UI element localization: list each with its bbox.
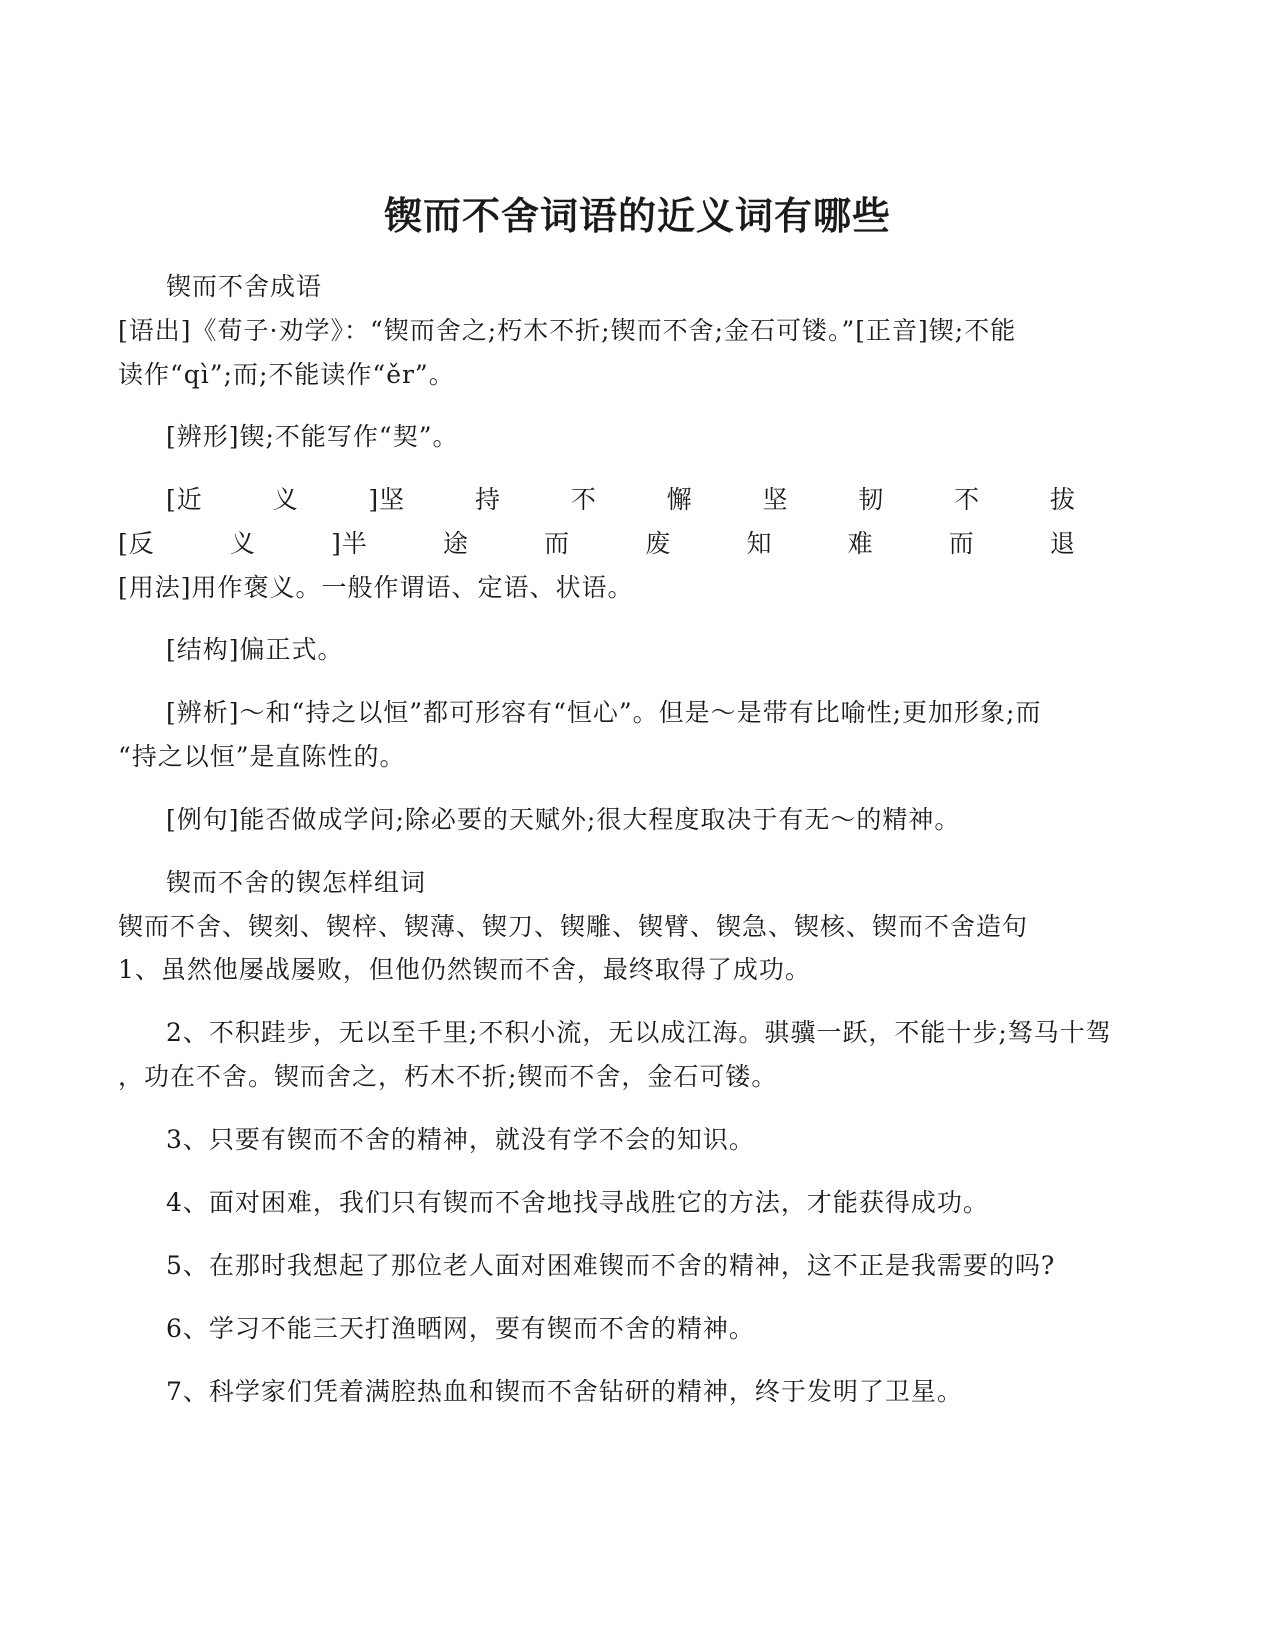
synonym-token: 不 [570,485,597,514]
sentence-3: 3、只要有锲而不舍的精神，就没有学不会的知识。 [166,1125,755,1154]
antonym-token: 而 [544,529,571,558]
paragraph-analysis-line-2: “持之以恒”是直陈性的。 [118,742,406,771]
section-heading-words: 锲而不舍的锲怎样组词 [166,868,427,897]
paragraph-example: [例句]能否做成学问;除必要的天赋外;很大程度取决于有无～的精神。 [166,805,961,834]
antonym-token: 废 [645,529,672,558]
paragraph-analysis-line-1: [辨析]～和“持之以恒”都可形容有“恒心”。但是～是带有比喻性;更加形象;而 [166,698,1042,727]
synonym-token: 韧 [858,485,885,514]
synonym-token: [近 [166,485,203,514]
synonym-token: 懈 [666,485,693,514]
synonym-token: 义 [272,485,299,514]
sentence-2-line-1: 2、不积跬步，无以至千里;不积小流，无以成江海。骐骥一跃，不能十步;驽马十驾 [166,1018,1112,1047]
antonym-token: 知 [746,529,773,558]
sentence-2-line-2: ，功在不舍。锲而舍之，朽木不折;锲而不舍，金石可镂。 [118,1062,778,1091]
antonym-token: 难 [847,529,874,558]
section-heading-idiom: 锲而不舍成语 [166,272,323,301]
synonyms-row [166,483,1076,517]
synonym-token: ]坚 [368,485,406,514]
synonym-token: 不 [954,485,981,514]
sentence-7: 7、科学家们凭着满腔热血和锲而不舍钻研的精神，终于发明了卫星。 [166,1377,963,1406]
antonym-token: 义 [229,529,256,558]
antonym-token: 退 [1049,529,1076,558]
sentence-6: 6、学习不能三天打渔晒网，要有锲而不舍的精神。 [166,1314,755,1343]
synonym-token: 持 [474,485,501,514]
document-title: 锲而不舍词语的近义词有哪些 [383,194,891,238]
paragraph-structure: [结构]偏正式。 [166,635,344,664]
sentence-4: 4、面对困难，我们只有锲而不舍地找寻战胜它的方法，才能获得成功。 [166,1188,989,1217]
synonym-token: 拔 [1049,485,1076,514]
paragraph-word-list: 锲而不舍、锲刻、锲梓、锲薄、锲刀、锲雕、锲臂、锲急、锲核、锲而不舍造句 [118,912,1029,941]
antonym-token: 而 [948,529,975,558]
antonym-token: ]半 [331,529,368,558]
synonym-token: 坚 [762,485,789,514]
sentence-1: 1、虽然他屡战屡败，但他仍然锲而不舍，最终取得了成功。 [118,955,811,984]
paragraph-source-line-1: [语出]《荀子·劝学》：“锲而舍之;朽木不折;锲而不舍;金石可镂。”[正音]锲;不能 [118,316,1017,345]
paragraph-form: [辨形]锲;不能写作“契”。 [166,422,459,451]
paragraph-usage: [用法]用作褒义。一般作谓语、定语、状语。 [118,573,634,602]
sentence-5: 5、在那时我想起了那位老人面对困难锲而不舍的精神，这不正是我需要的吗? [166,1251,1056,1280]
antonym-token: 途 [442,529,469,558]
paragraph-source-line-2: 读作“qì”;而;不能读作“ěr”。 [118,360,455,389]
antonym-token: [反 [118,529,155,558]
antonyms-row [118,527,1076,561]
